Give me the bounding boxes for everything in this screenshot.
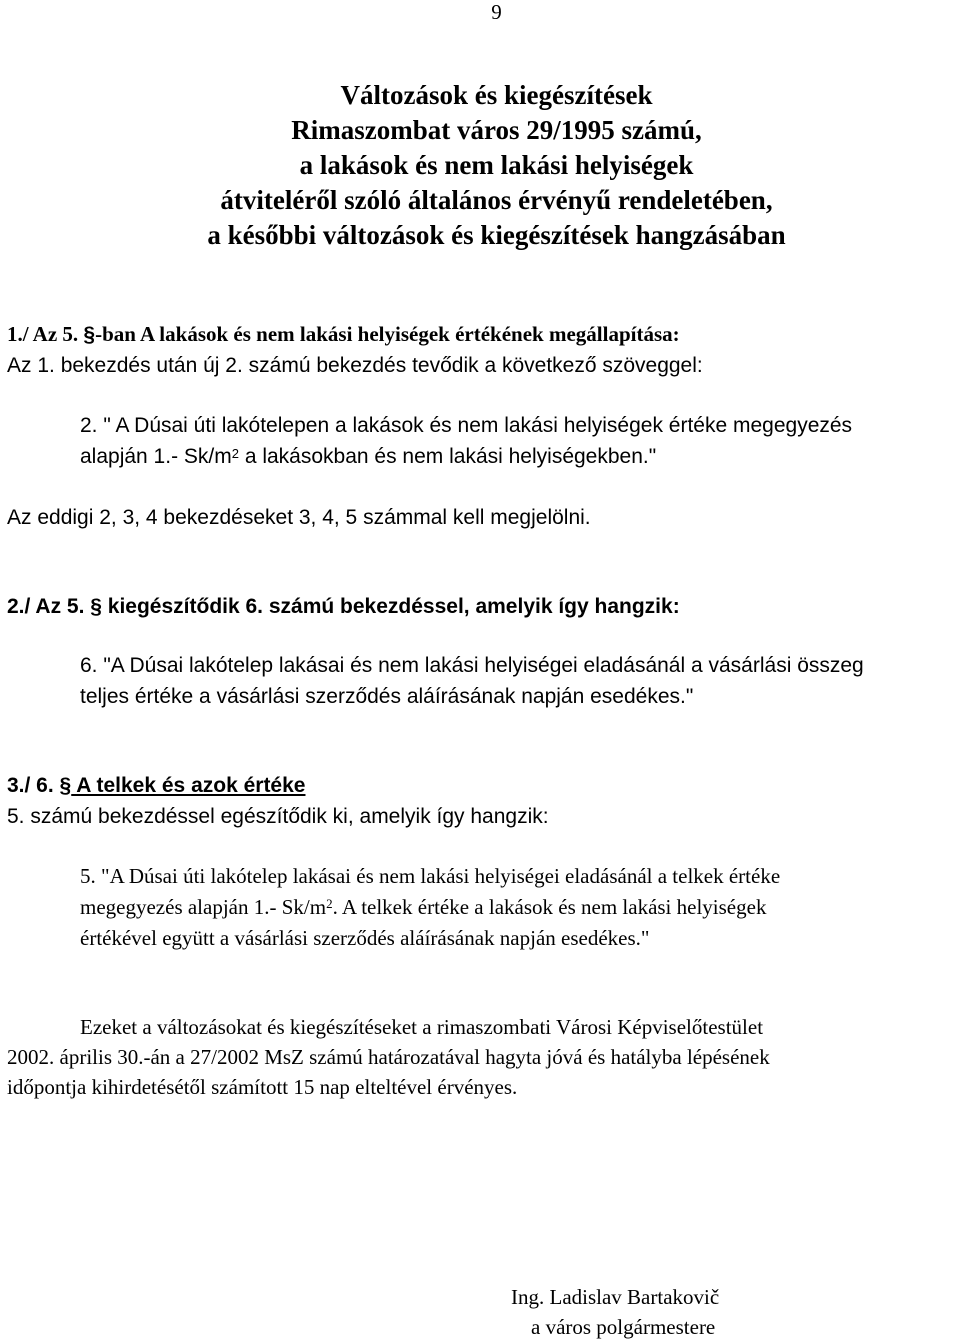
approval-line2: 2002. április 30.-án a 27/2002 MsZ számú határozatával hagyta jóvá és hatályba lépésének bbox=[7, 1045, 770, 1069]
approval-line3: időpontja kihirdetésétől számított 15 nap elteltével érvényes. bbox=[7, 1075, 518, 1099]
title-line-2: Rimaszombat város 29/1995 számú, bbox=[291, 115, 702, 145]
signature-name: Ing. Ladislav Bartakovič bbox=[511, 1285, 720, 1309]
section1-quote-line2: alapján 1.- $Sk/m^2$ a lakásokban és nem lakási helyiségekben." bbox=[80, 445, 657, 468]
section1-heading: 1./ Az 5. §-ban A lakások és nem lakási helyiségek értékének megállapítása: bbox=[7, 322, 680, 346]
section3-heading: 3./ 6. § A telkek és azok értéke bbox=[7, 774, 306, 797]
paragraph-symbol: § bbox=[90, 595, 102, 618]
section3-text-line1: 5. "A Dúsai úti lakótelep lakásai és nem lakási helyiségei eladásánál a telkek értéke bbox=[80, 864, 781, 888]
paragraph-symbol: § bbox=[83, 323, 96, 346]
title-line-5: a későbbi változások és kiegészítések hangzásában bbox=[207, 220, 786, 250]
section2-heading: 2./ Az 5. § kiegészítődik 6. számú bekezdéssel, amelyik így hangzik: bbox=[7, 595, 680, 618]
paragraph-symbol: § bbox=[59, 774, 72, 797]
approval-line1: Ezeket a változásokat és kiegészítéseket a rimaszombati Városi Képviselőtestület bbox=[80, 1015, 764, 1039]
section1-note: Az eddigi 2, 3, 4 bekezdéseket 3, 4, 5 számmal kell megjelölni. bbox=[7, 506, 591, 529]
section3-heading-title: A telkek és azok értéke bbox=[71, 774, 306, 797]
title-line-4: átviteléről szóló általános érvényű rendeletében, bbox=[220, 185, 773, 215]
title-line-1: Változások és kiegészítések bbox=[340, 80, 653, 110]
section3-text-line3: értékével együtt a vásárlási szerződés aláírásának napján esedékes." bbox=[80, 926, 650, 950]
section1-quote-line1: 2. " A Dúsai úti lakótelepen a lakások és nem lakási helyiségek értéke megegyezés bbox=[80, 414, 853, 437]
section3-intro: 5. számú bekezdéssel egészítődik ki, amelyik így hangzik: bbox=[7, 805, 549, 828]
signature-role: a város polgármestere bbox=[531, 1315, 716, 1339]
section2-text-line1: 6. "A Dúsai lakótelep lakásai és nem lakási helyiségei eladásánál a vásárlási összeg bbox=[80, 654, 864, 677]
section3-text-line2: megegyezés alapján 1.- $Sk/m^2$. A telkek értéke a lakások és nem lakási helyiségek bbox=[80, 895, 767, 919]
title-line-3: a lakások és nem lakási helyiségek bbox=[299, 150, 694, 180]
section1-intro: Az 1. bekezdés után új 2. számú bekezdés tevődik a következő szöveggel: bbox=[7, 354, 703, 377]
page-number: 9 bbox=[491, 0, 502, 24]
section2-text-line2: teljes értéke a vásárlási szerződés aláírásának napján esedékes." bbox=[80, 685, 694, 708]
